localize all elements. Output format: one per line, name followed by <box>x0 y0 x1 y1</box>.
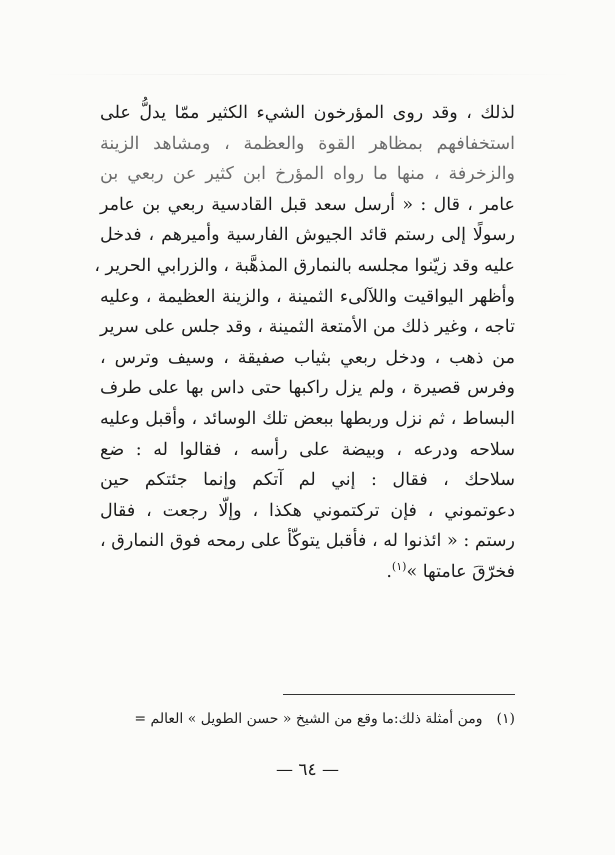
main-text-block <box>94 98 515 588</box>
text-line: والزخرفة ، منها ما رواه المؤرخ ابن كثير عن ربعي بن <box>100 164 515 185</box>
text-line: رسولًا إلى رستم قائد الجيوش الفارسية وأميرهم ، فدخل <box>100 225 515 246</box>
text-line: تاجه ، وغير ذلك من الأمتعة الثمينة ، وقد جلس على سرير <box>100 317 515 338</box>
text-line-last: فخرّقَ عامتها »$^{(١)}$. <box>386 560 515 582</box>
footnote-divider <box>283 694 515 695</box>
footnote-reference: (١) <box>391 560 407 574</box>
text-line: سلاحك ، فقال : إني لم آتكم وإنما جئتكم حين <box>100 470 515 491</box>
text-line: استخفافهم بمظاهر القوة والعظمة ، ومشاهد الزينة <box>100 133 515 154</box>
text-line: سلاحه ودرعه ، وبيضة على رأسه ، فقالوا له : ضع <box>100 439 515 460</box>
footnote <box>100 708 515 730</box>
text-line: دعوتموني ، فإن تركتموني هكذا ، وإلّا رجعت ، فقال <box>100 500 515 521</box>
text-line: وفرس قصيرة ، ولم يزل راكبها حتى داس بها على طرف <box>100 378 515 399</box>
scan-artifact-line <box>40 74 575 75</box>
text-line: البساط ، ثم نزل وربطها ببعض تلك الوسائد ، وأقبل وعليه <box>100 408 515 429</box>
text-line: وأظهر اليواقيت واللآلىء الثمينة ، والزينة العظيمة ، وعليه <box>100 286 515 307</box>
text-line: عليه وقد زيّنوا مجلسه بالنمارق المذهَّبة ، والزرابي الحرير ، <box>94 255 515 276</box>
page-number: — ٦٤ — <box>275 760 340 780</box>
text-line: من ذهب ، ودخل ربعي بثياب صفيقة ، وسيف وترس ، <box>100 347 515 368</box>
text-line: عامر ، قال : « أرسل سعد قبل القادسية ربعي بن عامر <box>100 194 515 215</box>
text-line: رستم : « ائذنوا له ، فأقبل يتوكّأ على رمحه فوق النمارق ، <box>100 531 515 552</box>
footnote-number: (١) <box>496 711 515 727</box>
text-line: لذلك ، وقد روى المؤرخون الشيء الكثير ممّا يدلُّ على <box>100 103 515 123</box>
footnote-text: ومن أمثلة ذلك:ما وقع من الشيخ « حسن الطويل » العالم = <box>134 711 483 727</box>
text-line: فخرّقَ عامتها » <box>406 561 515 582</box>
